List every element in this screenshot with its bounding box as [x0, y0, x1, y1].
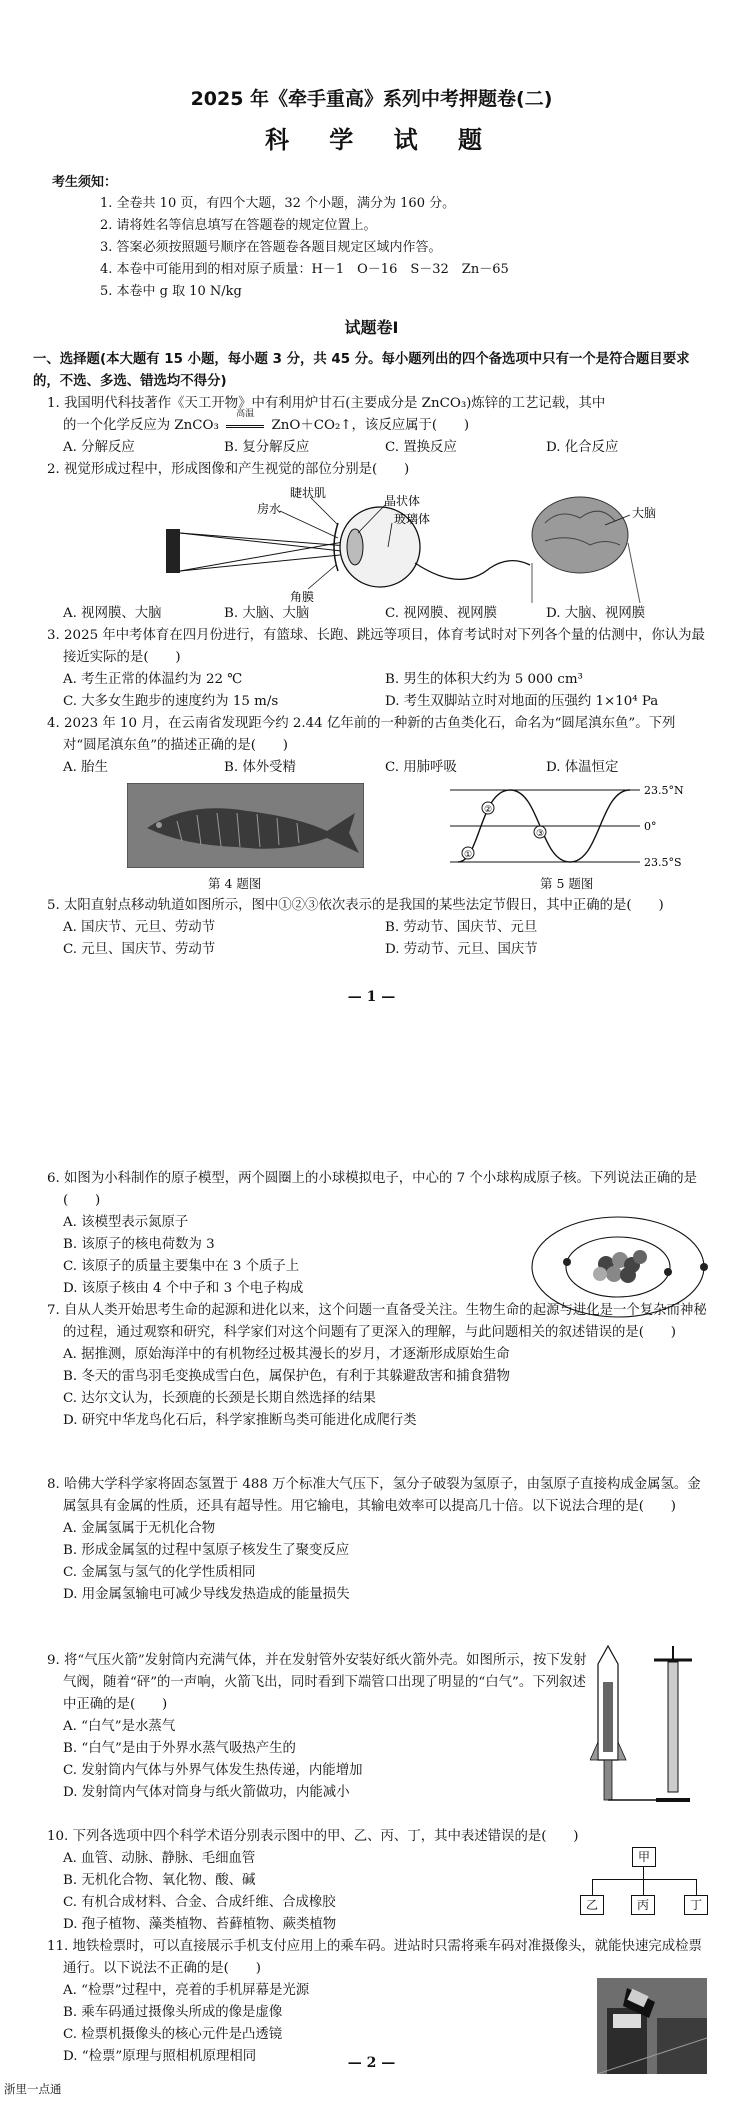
- label-lens: 晶状体: [384, 494, 421, 508]
- label-brain: 大脑: [632, 506, 657, 520]
- option-b[interactable]: B. 体外受精: [224, 760, 296, 775]
- page-number-1: — 1 —: [347, 989, 396, 1005]
- electron: [664, 1268, 672, 1276]
- q10-options: [47, 1848, 607, 1936]
- option-a[interactable]: A. 胎生: [63, 760, 108, 775]
- option-d[interactable]: D. 研究中华龙鸟化石后，科学家推断鸟类可能进化成爬行类: [63, 1413, 417, 1428]
- q1-stem-b-post: ZnO＋CO₂↑，该反应属于( ): [271, 418, 470, 433]
- exam-subtitle: 科 学 试 题: [264, 126, 499, 154]
- note-item: 3. 答案必须按照题号顺序在答题卷各题目规定区域内作答。: [100, 240, 442, 255]
- section-heading: 一、选择题(本大题有 15 小题，每小题 3 分，共 45 分。每小题列出的四个备选项中只有一个是符合题目要求的，不选、多选、错选均不得分): [33, 352, 690, 389]
- option-c[interactable]: C. 视网膜、视网膜: [385, 606, 498, 621]
- option-d[interactable]: D. “检票”原理与照相机原理相同: [63, 2049, 257, 2064]
- option-a[interactable]: A. 据推测，原始海洋中的有机物经过极其漫长的岁月，才逐渐形成原始生命: [63, 1347, 510, 1362]
- question-2: [47, 459, 707, 481]
- fossil-photo: [127, 783, 364, 868]
- option-b[interactable]: B. 劳动节、国庆节、元旦: [385, 920, 538, 935]
- question-1: [47, 393, 707, 459]
- fig5-caption: 第 5 题图: [540, 876, 594, 891]
- option-a[interactable]: A. “白气”是水蒸气: [63, 1719, 176, 1734]
- q1-options: [47, 437, 707, 459]
- question-3: [47, 625, 707, 713]
- option-b[interactable]: B. “白气”是由于外界水蒸气吸热产生的: [63, 1741, 296, 1756]
- notes-list: [100, 193, 700, 303]
- box-bing: 丙: [631, 1895, 655, 1915]
- option-d[interactable]: D. 考生双脚站立时对地面的压强约 1×10⁴ Pa: [385, 694, 659, 709]
- q1-stem-b-pre: 的一个化学反应为 ZnCO₃: [63, 418, 219, 433]
- reaction-condition: 高温: [236, 409, 255, 419]
- question-8: [47, 1474, 707, 1606]
- q8-options: [47, 1518, 707, 1606]
- volume-title: 试题卷Ⅰ: [344, 318, 399, 337]
- question-6: [47, 1168, 698, 1300]
- option-d[interactable]: D. 化合反应: [546, 440, 619, 455]
- option-b[interactable]: B. 复分解反应: [224, 440, 310, 455]
- option-c[interactable]: C. 发射筒内气体与外界气体发生热传递，内能增加: [63, 1763, 363, 1778]
- option-d[interactable]: D. 体温恒定: [546, 760, 619, 775]
- svg-text:②: ②: [484, 805, 493, 815]
- electron: [563, 1258, 571, 1266]
- sun-track-diagram: [440, 770, 690, 878]
- q1-stem-a: 1. 我国明代科技著作《天工开物》中有利用炉甘石(主要成分是 ZnCO₃)炼锌的工艺记载，其中: [47, 396, 606, 411]
- option-b[interactable]: B. 无机化合物、氧化物、酸、碱: [63, 1873, 256, 1888]
- label-aqueous: 房水: [257, 502, 282, 516]
- option-c[interactable]: C. 达尔文认为，长颈鹿的长颈是长期自然选择的结果: [63, 1391, 376, 1406]
- option-b[interactable]: B. 冬天的雷鸟羽毛变换成雪白色，属保护色，有利于其躲避敌害和捕食猎物: [63, 1369, 510, 1384]
- q5-options: [47, 917, 707, 961]
- option-d[interactable]: D. 该原子核由 4 个中子和 3 个电子构成: [63, 1281, 304, 1296]
- option-a[interactable]: A. 血管、动脉、静脉、毛细血管: [63, 1851, 256, 1866]
- option-a[interactable]: A. “检票”过程中，亮着的手机屏幕是光源: [63, 1983, 310, 1998]
- cornea-shape: [334, 523, 338, 571]
- q7-stem: 7. 自从人类开始思考生命的起源和进化以来，这个问题一直备受关注。生物生命的起源与进化是一个复杂而神秘的过程，通过观察和研究，科学家们对这个问题有了更深入的理解，与此问题相关的叙述错误的是( ): [47, 1303, 707, 1340]
- label-23s: 23.5°S: [644, 856, 682, 869]
- box-jia: 甲: [632, 1847, 656, 1867]
- question-9: [47, 1650, 592, 1804]
- question-11: [47, 1936, 702, 2068]
- q10-stem: 10. 下列各选项中四个科学术语分别表示图中的甲、乙、丙、丁，其中表述错误的是( ): [47, 1829, 579, 1844]
- q2-options-wrap: [47, 603, 707, 625]
- option-c[interactable]: C. 该原子的质量主要集中在 3 个质子上: [63, 1259, 300, 1274]
- option-c[interactable]: C. 元旦、国庆节、劳动节: [63, 942, 216, 957]
- notes-heading: 考生须知：: [52, 175, 118, 190]
- q7-options: [47, 1344, 707, 1432]
- candle-object: [166, 529, 180, 573]
- option-b[interactable]: B. 大脑、大脑: [224, 606, 310, 621]
- question-10: [47, 1826, 607, 1936]
- option-a[interactable]: A. 国庆节、元旦、劳动节: [63, 920, 216, 935]
- option-d[interactable]: D. 孢子植物、藻类植物、苔藓植物、蕨类植物: [63, 1917, 337, 1932]
- option-c[interactable]: C. 大多女生跑步的速度约为 15 m/s: [63, 694, 279, 709]
- q2-options: [47, 603, 707, 625]
- option-b[interactable]: B. 乘车码通过摄像头所成的像是虚像: [63, 2005, 283, 2020]
- option-d[interactable]: D. 劳动节、元旦、国庆节: [385, 942, 538, 957]
- q3-options: [47, 669, 707, 713]
- q9-stem: 9. 将“气压火箭”发射筒内充满气体，并在发射管外安装好纸火箭外壳。如图所示，按下发射气阀，随着“砰”的一声响，火箭飞出，同时看到下端管口出现了明显的“白气”。下列叙述中正确的是( ): [47, 1653, 587, 1712]
- label-cornea: 角膜: [290, 590, 315, 603]
- option-c[interactable]: C. 置换反应: [385, 440, 457, 455]
- option-d[interactable]: D. 发射筒内气体对筒身与纸火箭做功，内能减小: [63, 1785, 350, 1800]
- option-a[interactable]: A. 考生正常的体温约为 22 ℃: [63, 672, 243, 687]
- electron: [700, 1263, 708, 1271]
- question-7: [47, 1300, 707, 1432]
- box-yi: 乙: [580, 1895, 604, 1915]
- q9-options: [47, 1716, 592, 1804]
- page-1: [0, 0, 743, 1040]
- fig4-caption: 第 4 题图: [208, 876, 262, 891]
- option-a[interactable]: A. 视网膜、大脑: [63, 606, 162, 621]
- optic-nerve: [415, 561, 530, 580]
- option-b[interactable]: B. 形成金属氢的过程中氢原子核发生了聚变反应: [63, 1543, 350, 1558]
- note-item: 2. 请将姓名等信息填写在答题卷的规定位置上。: [100, 218, 377, 233]
- option-c[interactable]: C. 检票机摄像头的核心元件是凸透镜: [63, 2027, 283, 2042]
- eye-vision-diagram: [160, 483, 660, 603]
- option-c[interactable]: C. 有机合成材料、合金、合成纤维、合成橡胶: [63, 1895, 336, 1910]
- watermark-footer: 浙里一点通: [4, 2082, 62, 2096]
- box-ding: 丁: [684, 1895, 708, 1915]
- option-a[interactable]: A. 该模型表示氮原子: [63, 1215, 189, 1230]
- label-0: 0°: [644, 820, 657, 833]
- svg-text:①: ①: [464, 850, 473, 860]
- q11-stem: 11. 地铁检票时，可以直接展示手机支付应用上的乘车码。进站时只需将乘车码对准摄像头，就能快速完成检票通行。以下说法不正确的是( ): [47, 1939, 702, 1976]
- q8-stem: 8. 哈佛大学科学家将固态氢置于 488 万个标准大气压下，氢分子破裂为氢原子，由氢原子直接构成金属氢。金属氢具有金属的性质，还具有超导性。用它输电，其输电效率可以提高几十倍。以下说法合理的是( ): [47, 1477, 701, 1514]
- option-c[interactable]: C. 金属氢与氢气的化学性质相同: [63, 1565, 256, 1580]
- option-a[interactable]: A. 分解反应: [63, 440, 135, 455]
- launch-tube: [604, 1760, 612, 1800]
- note-item: 1. 全卷共 10 页，有四个大题，32 个小题，满分为 160 分。: [100, 196, 456, 211]
- air-rocket-diagram: [590, 1642, 700, 1814]
- page-number-2: — 2 —: [347, 2055, 396, 2071]
- page-2: [0, 1140, 743, 2104]
- svg-text:③: ③: [536, 829, 545, 839]
- label-vitreous: 玻璃体: [394, 512, 431, 526]
- q6-options: [47, 1212, 507, 1300]
- q5-stem: 5. 太阳直射点移动轨道如图所示，图中①②③依次表示的是我国的某些法定节假日，其中正确的是( ): [47, 898, 664, 913]
- option-c[interactable]: C. 用肺呼吸: [385, 760, 457, 775]
- brain-shape: [532, 497, 628, 573]
- exam-title: 2025 年《牵手重高》系列中考押题卷(二): [190, 88, 553, 110]
- air-pump: [668, 1662, 678, 1792]
- q2-stem: 2. 视觉形成过程中，形成图像和产生视觉的部位分别是( ): [47, 462, 410, 477]
- q3-stem: 3. 2025 年中考体育在四月份进行，有篮球、长跑、跳远等项目，体育考试时对下列各个量的估测中，你认为最接近实际的是( ): [47, 628, 705, 665]
- option-a[interactable]: A. 金属氢属于无机化合物: [63, 1521, 216, 1536]
- label-23n: 23.5°N: [644, 784, 684, 797]
- option-d[interactable]: D. 用金属氢输电可减少导线发热造成的能量损失: [63, 1587, 350, 1602]
- q6-stem: 6. 如图为小科制作的原子模型，两个圆圈上的小球模拟电子，中心的 7 个小球构成原子核。下列说法正确的是( ): [47, 1171, 698, 1208]
- note-item: 4. 本卷中可能用到的相对原子质量：H－1 O－16 S－32 Zn－65: [100, 262, 509, 277]
- option-d[interactable]: D. 大脑、视网膜: [546, 606, 646, 621]
- note-item: 5. 本卷中 g 取 10 N/kg: [100, 284, 242, 299]
- q1-stem-b: [47, 409, 707, 437]
- label-ciliary: 睫状肌: [290, 486, 327, 500]
- concept-tree: [570, 1847, 710, 1917]
- option-b[interactable]: B. 男生的体积大约为 5 000 cm³: [385, 672, 583, 687]
- lens-shape: [347, 529, 363, 565]
- q4-stem: 4. 2023 年 10 月，在云南省发现距今约 2.44 亿年前的一种新的古鱼类化石，命名为“圆尾滇东鱼”。下列对“圆尾滇东鱼”的描述正确的是( ): [47, 716, 676, 753]
- option-b[interactable]: B. 该原子的核电荷数为 3: [63, 1237, 215, 1252]
- question-5: [47, 895, 707, 961]
